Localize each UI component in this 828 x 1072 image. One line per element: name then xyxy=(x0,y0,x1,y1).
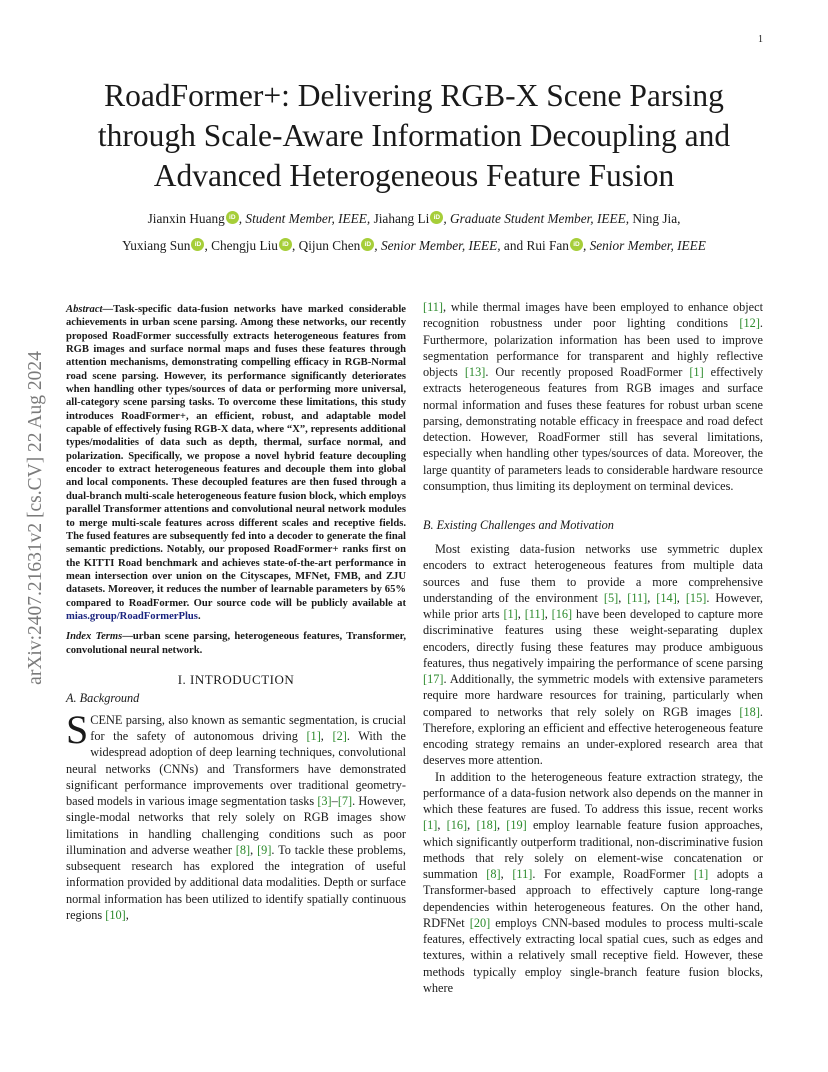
text-run: , xyxy=(125,907,129,922)
author-line-1 xyxy=(60,205,768,232)
citation[interactable]: [1] xyxy=(503,607,518,621)
text-run: , xyxy=(618,590,628,605)
text-run: , xyxy=(320,729,333,744)
text-run: effectively extracts heterogeneous features from RGB images and surface normal information and fuses these features for robust urban scene parsing, demonstrating notable efficacy in freespace and road defect detection. However, RoadFormer still has several limitations, especially when handling other types/sources of data. Moreover, the large quantity of parameters leads to considerable hardware resource consumption, thus limiting its deployment on terminal devices. xyxy=(423,365,764,493)
abstract xyxy=(66,303,406,623)
orcid-icon[interactable]: iD xyxy=(361,238,374,251)
citation[interactable]: [14] xyxy=(656,590,677,605)
dropcap: S xyxy=(66,706,89,752)
author-name: Chengju Liu xyxy=(211,238,278,253)
background-paragraph-continued xyxy=(423,299,763,494)
challenges-paragraph-2 xyxy=(423,769,763,997)
text-run: CENE parsing, also known as semantic segmentation, is crucial for the safety of autonomous driving xyxy=(90,712,406,744)
subsection-heading-challenges: B. Existing Challenges and Motivation xyxy=(423,518,614,532)
left-column xyxy=(66,303,406,923)
citation[interactable]: [2] xyxy=(332,729,347,744)
arxiv-sidebar xyxy=(18,278,54,758)
citation[interactable]: [1] xyxy=(423,818,438,833)
text-run: have been developed to capture more discriminative features using these weight-separating duplex encoders, directly fusing these features may produce ambiguous features, thus negatively impairing the performance of scene parsing xyxy=(423,607,764,670)
citation[interactable]: [11] xyxy=(627,590,648,605)
citation[interactable]: [16] xyxy=(551,607,573,621)
author-name: Yuxiang Sun xyxy=(122,238,191,253)
citation[interactable]: [3] xyxy=(317,794,332,809)
text-run: . However, while prior arts xyxy=(423,590,763,621)
text-run: – xyxy=(331,794,338,809)
author-role: , Student Member, IEEE, xyxy=(238,211,371,226)
citation[interactable]: [1] xyxy=(693,867,709,881)
citation[interactable]: [10] xyxy=(105,907,126,922)
author-role: , Graduate Student Member, IEEE, xyxy=(443,211,630,226)
citation[interactable]: [19] xyxy=(506,818,527,833)
text-run: . For example, RoadFormer xyxy=(532,867,694,881)
author-role: , xyxy=(204,238,208,253)
abstract-text: —Task-specific data-fusion networks have marked considerable achievements in urban scene parsing. Among these networks, our recently proposed RoadFormer successfully extracts heterogeneous features from RGB images and surface normal maps and fuses these features through attention mechanisms, demonstrating compelling efficacy in RGB-Normal road scene parsing. However, its performance significantly deteriorates when handling other types/sources of data or performing more universal, all-category scene parsing tasks. To overcome these limitations, this study introduces RoadFormer+, an efficient, robust, and adaptable model capable of effectively fusing RGB-X data, where “X”, represents additional types/modalities of data such as depth, thermal, surface normal, and polarization. Specifically, we propose a novel hybrid feature decoupling encoder to extract heterogeneous features and decouple them into global and local components. These decoupled features are then fused through a dual-branch multi-scale heterogeneous feature fusion block, which employs parallel Transformer attentions and convolutional neural network modules to merge multi-scale features across different scales and receptive fields. The fused features are subsequently fed into a decoder to generate the final semantic predictions. Notably, our proposed RoadFormer+ ranks first on the KITTI Road benchmark and achieves state-of-the-art performance in mean intersection over union on the Cityscapes, MFNet, FMB, and ZJU datasets. Moreover, it reduces the number of learnable parameters by 65% compared to RoadFormer. Our source code will be publicly available at xyxy=(66,304,406,609)
text-run: . To tackle these problems, subsequent research has explored the integration of useful information provided by additional data modalities. Depth or surface normal information has been utilized to identify spatially continuous regions xyxy=(66,842,406,922)
arxiv-identifier: arXiv:2407.21631v2 [cs.CV] 22 Aug 2024 xyxy=(25,351,46,685)
citation[interactable]: [13] xyxy=(464,365,486,379)
background-paragraph xyxy=(66,706,406,923)
challenges-paragraph-1 xyxy=(423,541,763,769)
right-column xyxy=(423,299,763,996)
subsection-heading-background: A. Background xyxy=(66,690,140,705)
citation[interactable]: [8] xyxy=(486,867,501,881)
abstract-lead: Abstract xyxy=(66,304,103,315)
index-terms-text: —urban scene parsing, heterogeneous features, Transformer, convolutional neural network. xyxy=(66,631,407,656)
author-name: Jianxin Huang xyxy=(147,211,225,226)
citation[interactable]: [12] xyxy=(739,316,760,331)
author-name: and Rui Fan xyxy=(503,238,569,253)
orcid-icon[interactable]: iD xyxy=(570,238,583,251)
citation[interactable]: [11] xyxy=(524,607,545,621)
text-run: In addition to the heterogeneous feature extraction strategy, the performance of a data-fusion network also depends on the manner in which these features are fused. To address this issue, recent works xyxy=(423,769,763,816)
author-role: , Senior Member, IEEE, xyxy=(374,238,501,253)
citation[interactable]: [8] xyxy=(235,842,251,857)
text-run: , xyxy=(517,607,525,621)
author-role: , xyxy=(291,238,296,253)
citation[interactable]: [20] xyxy=(469,915,491,930)
citation[interactable]: [11] xyxy=(512,867,533,881)
text-run: . Our recently proposed RoadFormer xyxy=(485,365,690,379)
text-run: adopts a Transformer-based approach to effectively capture long-range dependencies within heterogeneous features. On the other hand, RDFNet xyxy=(423,867,764,930)
author-name: Ning Jia, xyxy=(632,211,681,226)
text-run: . Additionally, the symmetric models with extensive parameters require more hardware resources for training, particularly when compared to networks that rely solely on RGB images xyxy=(423,672,763,719)
citation[interactable]: [18] xyxy=(739,704,760,719)
citation[interactable]: [9] xyxy=(257,842,272,857)
text-run: , xyxy=(676,590,686,605)
text-run: , xyxy=(544,607,552,621)
text-run: , xyxy=(250,842,258,857)
text-run: , xyxy=(500,867,513,881)
orcid-icon[interactable]: iD xyxy=(191,238,204,251)
text-run: employ learnable feature fusion approaches, which significantly outperform traditional, non-discriminative fusion methods that rely solely on element-wise concatenation or summation xyxy=(423,818,763,881)
citation[interactable]: [5] xyxy=(603,590,619,605)
orcid-icon[interactable]: iD xyxy=(430,211,443,224)
page-number: 1 xyxy=(758,34,763,45)
citation[interactable]: [1] xyxy=(689,365,704,379)
text-run: , while thermal images have been employed to enhance object recognition robustness under poor lighting conditions xyxy=(423,300,763,331)
text-run: , xyxy=(467,818,477,833)
text-run: , xyxy=(496,818,507,833)
orcid-icon[interactable]: iD xyxy=(226,211,239,224)
paper-title: RoadFormer+: Delivering RGB-X Scene Parsing through Scale-Aware Information Decoupling and Advanced Heterogeneous Feature Fusion xyxy=(97,78,731,193)
author-name: Qijun Chen xyxy=(298,238,361,253)
citation[interactable]: [16] xyxy=(446,818,468,833)
orcid-icon[interactable]: iD xyxy=(279,238,292,251)
text-run: . Furthermore, polarization information has been used to improve segmentation performance for transparent and highly reflective objects xyxy=(423,316,763,379)
abstract-end: . xyxy=(197,610,201,622)
citation[interactable]: [17] xyxy=(423,672,444,686)
citation[interactable]: [15] xyxy=(685,590,707,605)
index-terms-lead: Index Terms xyxy=(66,631,123,643)
text-run: employs CNN-based modules to process multi-scale features, effectively extracting local spatial cues, such as edges and textures, within a relatively small receptive field. However, these methods typically employ single-branch feature fusion blocks, where xyxy=(423,915,763,995)
section-heading-introduction: I. INTRODUCTION xyxy=(177,671,295,687)
code-link[interactable]: mias.group/RoadFormerPlus xyxy=(66,610,198,622)
citation[interactable]: [18] xyxy=(476,818,497,833)
citation[interactable]: [7] xyxy=(337,794,353,809)
author-list xyxy=(60,205,768,259)
index-terms xyxy=(66,630,406,657)
author-line-2 xyxy=(60,232,768,259)
text-run: , xyxy=(647,590,657,605)
text-run: Most existing data-fusion networks use symmetric duplex encoders to extract heterogeneous features from multiple data sources and fuse them to provide a more comprehensive understanding of the environment xyxy=(423,542,763,605)
text-run: , xyxy=(437,818,447,833)
citation[interactable]: [1] xyxy=(306,729,321,744)
citation[interactable]: [11] xyxy=(423,300,444,314)
author-role: , Senior Member, IEEE xyxy=(582,238,706,253)
author-name: Jiahang Li xyxy=(373,211,430,226)
text-run: . However, single-modal networks that rely solely on RGB images show limitations in handling challenging conditions such as poor illumination and adverse weather xyxy=(66,794,406,857)
text-run: . Therefore, exploring an efficient and effective heterogeneous feature encoding strategy remains an under-explored research area that deserves more attention. xyxy=(423,704,763,768)
text-run: . With the widespread adoption of deep learning techniques, convolutional neural networks (CNNs) and Transformers have demonstrated significant performance improvements over traditional geometry-based models in various image segmentation tasks xyxy=(66,729,406,809)
